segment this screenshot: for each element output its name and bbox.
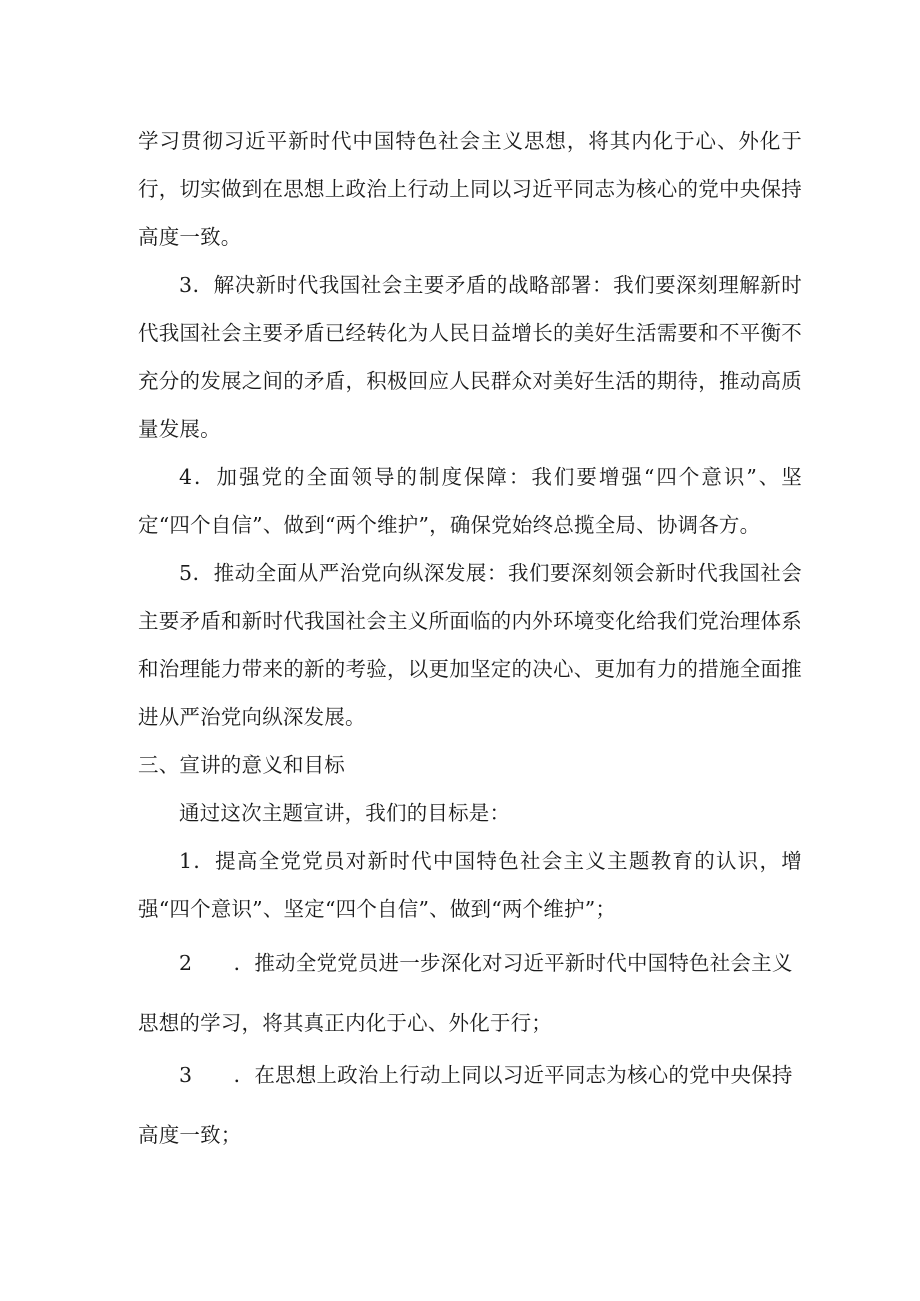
- section-heading: 三、宣讲的意义和目标: [138, 753, 345, 777]
- paragraph-item-4: 4．加强党的全面领导的制度保障：我们要增强“四个意识”、坚定“四个自信”、做到“两个维护”，确保党始终总揽全局、协调各方。: [138, 465, 802, 537]
- list-item-2-line-1: 2 ．推动全党党员进一步深化对习近平新时代中国特色社会主义: [179, 951, 793, 975]
- list-item-3-line-1: 3 ．在思想上政治上行动上同以习近平同志为核心的党中央保持: [179, 1063, 793, 1087]
- list-item-2-line-2: 思想的学习，将其真正内化于心、外化于行；: [138, 1011, 552, 1035]
- paragraph-item-3: 3．解决新时代我国社会主要矛盾的战略部署：我们要深刻理解新时代我国社会主要矛盾已经转化为人民日益增长的美好生活需要和不平衡不充分的发展之间的矛盾，积极回应人民群众对美好生活的期待，推动高质量发展。: [138, 273, 802, 441]
- paragraph-intro: 通过这次主题宣讲，我们的目标是：: [179, 801, 511, 825]
- list-item-1: 1．提高全党党员对新时代中国特色社会主义主题教育的认识，增强“四个意识”、坚定“四个自信”、做到“两个维护”；: [138, 849, 802, 921]
- paragraph-continuation: 学习贯彻习近平新时代中国特色社会主义思想，将其内化于心、外化于行，切实做到在思想上政治上行动上同以习近平同志为核心的党中央保持高度一致。: [138, 129, 802, 249]
- list-item-3-line-2: 高度一致；: [138, 1123, 242, 1147]
- paragraph-item-5: 5．推动全面从严治党向纵深发展：我们要深刻领会新时代我国社会主要矛盾和新时代我国社会主义所面临的内外环境变化给我们党治理体系和治理能力带来的新的考验，以更加坚定的决心、更加有力的措施全面推进从严治党向纵深发展。: [138, 561, 802, 729]
